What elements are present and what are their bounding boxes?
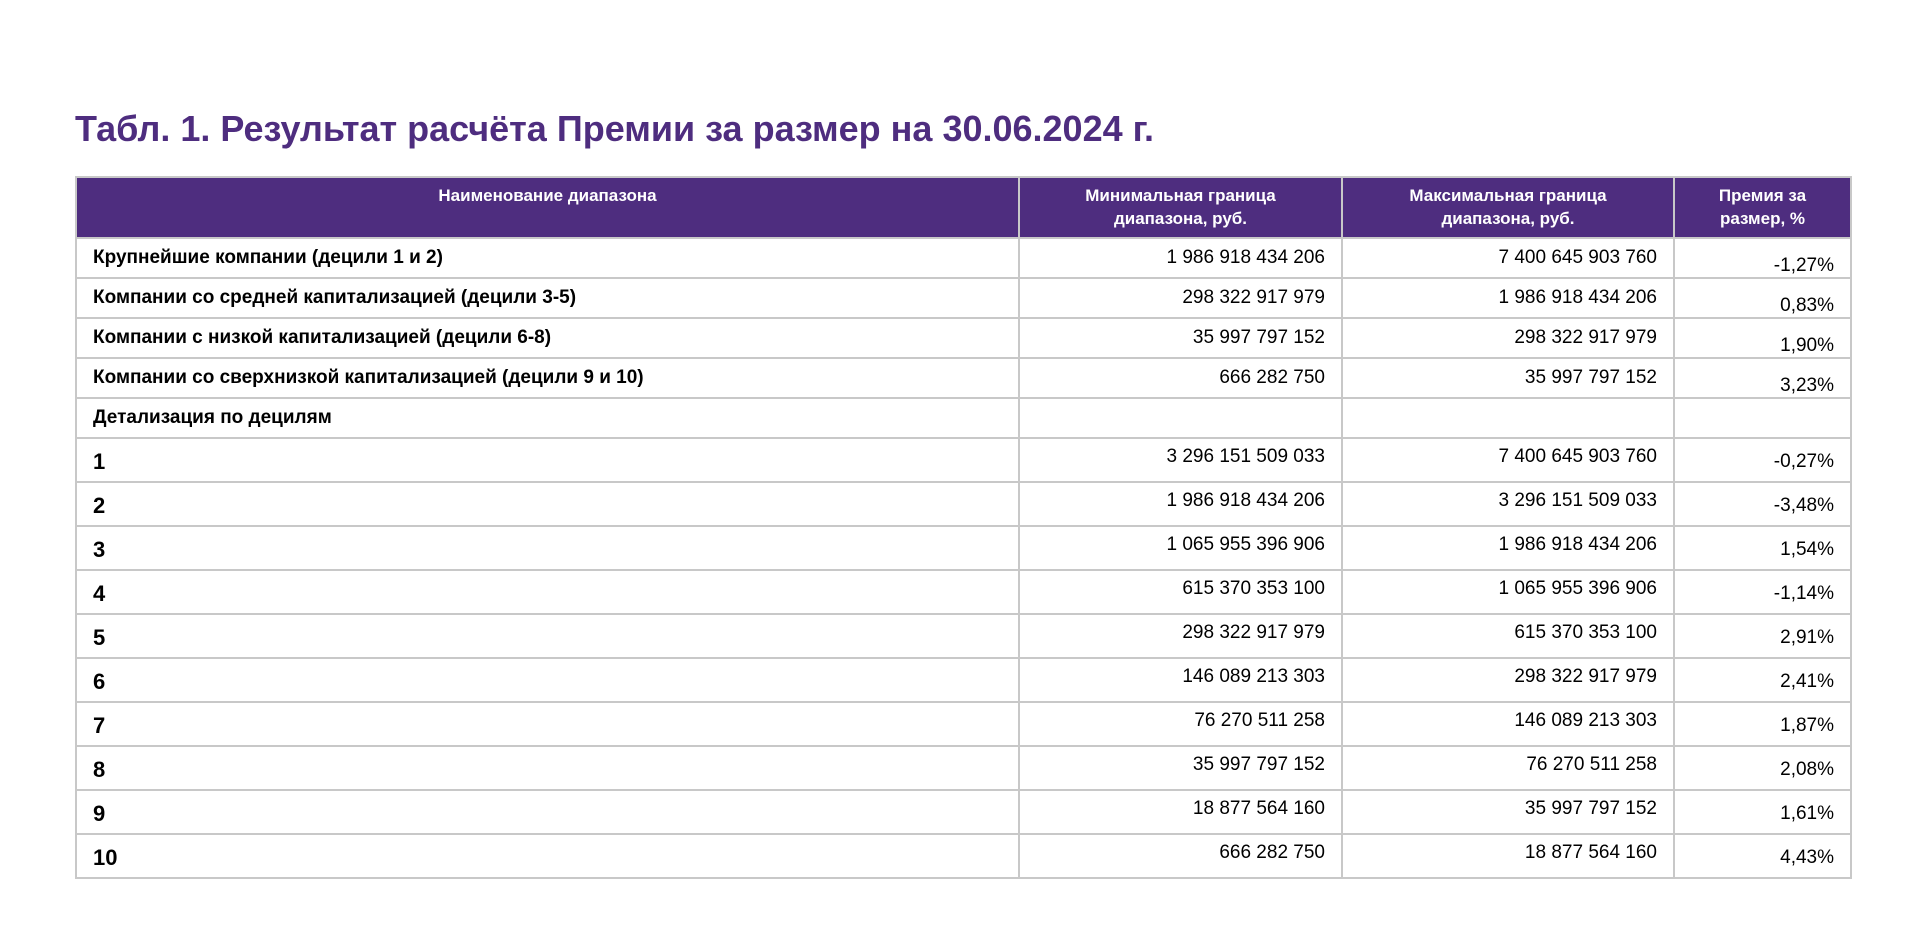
empty-cell — [1019, 398, 1342, 438]
table-row-group-1 — [76, 238, 1851, 278]
max-bound-cell: 3 296 151 509 033 — [1342, 482, 1674, 526]
header-premium — [1674, 177, 1851, 238]
max-bound-cell: 615 370 353 100 — [1342, 614, 1674, 658]
min-bound-cell: 1 986 918 434 206 — [1019, 482, 1342, 526]
premium-cell: -1,27% — [1674, 238, 1851, 278]
max-bound-cell: 76 270 511 258 — [1342, 746, 1674, 790]
table-row-group-3 — [76, 318, 1851, 358]
min-bound-cell: 35 997 797 152 — [1019, 318, 1342, 358]
header-range-name-label: Наименование диапазона — [438, 186, 657, 205]
min-bound-cell: 666 282 750 — [1019, 834, 1342, 878]
table-row-decile-8 — [76, 746, 1851, 790]
page-title: Табл. 1. Результат расчёта Премии за размер на 30.06.2024 г. — [75, 108, 1155, 149]
min-bound-cell: 298 322 917 979 — [1019, 278, 1342, 318]
min-bound-cell: 298 322 917 979 — [1019, 614, 1342, 658]
premium-cell: 1,54% — [1674, 526, 1851, 570]
min-bound-cell: 1 065 955 396 906 — [1019, 526, 1342, 570]
min-bound-cell: 18 877 564 160 — [1019, 790, 1342, 834]
detail-section-label: Детализация по децилям — [76, 398, 1019, 438]
empty-cell — [1674, 398, 1851, 438]
premium-table — [75, 176, 1852, 879]
decile-number-cell: 10 — [76, 834, 1019, 878]
table-body — [76, 238, 1851, 878]
decile-number-cell: 4 — [76, 570, 1019, 614]
premium-cell: 0,83% — [1674, 278, 1851, 318]
header-premium-line1: Премия за — [1718, 186, 1807, 205]
min-bound-cell: 1 986 918 434 206 — [1019, 238, 1342, 278]
max-bound-cell: 1 986 918 434 206 — [1342, 526, 1674, 570]
table-row-decile-10 — [76, 834, 1851, 878]
table-row-decile-9 — [76, 790, 1851, 834]
table-row-detail-header — [76, 398, 1851, 438]
table-row-group-4 — [76, 358, 1851, 398]
premium-cell: -0,27% — [1674, 438, 1851, 482]
decile-number-cell: 3 — [76, 526, 1019, 570]
range-name-cell: Компании со сверхнизкой капитализацией (децили 9 и 10) — [76, 358, 1019, 398]
decile-number-cell: 2 — [76, 482, 1019, 526]
table-row-decile-5 — [76, 614, 1851, 658]
table-row-decile-2 — [76, 482, 1851, 526]
header-min-bound-line2: диапазона, руб. — [1113, 209, 1248, 228]
range-name-cell: Компании со средней капитализацией (децили 3-5) — [76, 278, 1019, 318]
decile-number-cell: 7 — [76, 702, 1019, 746]
min-bound-cell: 3 296 151 509 033 — [1019, 438, 1342, 482]
max-bound-cell: 35 997 797 152 — [1342, 790, 1674, 834]
header-max-bound — [1342, 177, 1674, 238]
header-premium-line2: размер, % — [1719, 209, 1806, 228]
empty-cell — [1342, 398, 1674, 438]
min-bound-cell: 35 997 797 152 — [1019, 746, 1342, 790]
max-bound-cell: 18 877 564 160 — [1342, 834, 1674, 878]
range-name-cell: Компании с низкой капитализацией (децили 6-8) — [76, 318, 1019, 358]
premium-cell: -1,14% — [1674, 570, 1851, 614]
table-row-decile-6 — [76, 658, 1851, 702]
premium-cell: 2,91% — [1674, 614, 1851, 658]
premium-cell: 1,90% — [1674, 318, 1851, 358]
table-header — [76, 177, 1851, 238]
header-max-bound-line1: Максимальная граница — [1409, 186, 1607, 205]
header-max-bound-line2: диапазона, руб. — [1441, 209, 1575, 228]
header-range-name — [76, 177, 1019, 238]
range-name-cell: Крупнейшие компании (децили 1 и 2) — [76, 238, 1019, 278]
table-header-row — [76, 177, 1851, 238]
min-bound-cell: 76 270 511 258 — [1019, 702, 1342, 746]
max-bound-cell: 298 322 917 979 — [1342, 658, 1674, 702]
min-bound-cell: 615 370 353 100 — [1019, 570, 1342, 614]
max-bound-cell: 1 065 955 396 906 — [1342, 570, 1674, 614]
premium-cell: 4,43% — [1674, 834, 1851, 878]
header-min-bound-line1: Минимальная граница — [1085, 186, 1276, 205]
decile-number-cell: 9 — [76, 790, 1019, 834]
min-bound-cell: 146 089 213 303 — [1019, 658, 1342, 702]
max-bound-cell: 35 997 797 152 — [1342, 358, 1674, 398]
table-row-group-2 — [76, 278, 1851, 318]
max-bound-cell: 7 400 645 903 760 — [1342, 238, 1674, 278]
premium-cell: 2,08% — [1674, 746, 1851, 790]
decile-number-cell: 1 — [76, 438, 1019, 482]
premium-cell: 3,23% — [1674, 358, 1851, 398]
max-bound-cell: 7 400 645 903 760 — [1342, 438, 1674, 482]
max-bound-cell: 1 986 918 434 206 — [1342, 278, 1674, 318]
max-bound-cell: 146 089 213 303 — [1342, 702, 1674, 746]
table-row-decile-7 — [76, 702, 1851, 746]
premium-cell: 1,87% — [1674, 702, 1851, 746]
decile-number-cell: 5 — [76, 614, 1019, 658]
table-row-decile-3 — [76, 526, 1851, 570]
min-bound-cell: 666 282 750 — [1019, 358, 1342, 398]
header-min-bound — [1019, 177, 1342, 238]
table-row-decile-4 — [76, 570, 1851, 614]
premium-cell: 2,41% — [1674, 658, 1851, 702]
decile-number-cell: 6 — [76, 658, 1019, 702]
premium-cell: 1,61% — [1674, 790, 1851, 834]
decile-number-cell: 8 — [76, 746, 1019, 790]
table-row-decile-1 — [76, 438, 1851, 482]
premium-cell: -3,48% — [1674, 482, 1851, 526]
max-bound-cell: 298 322 917 979 — [1342, 318, 1674, 358]
